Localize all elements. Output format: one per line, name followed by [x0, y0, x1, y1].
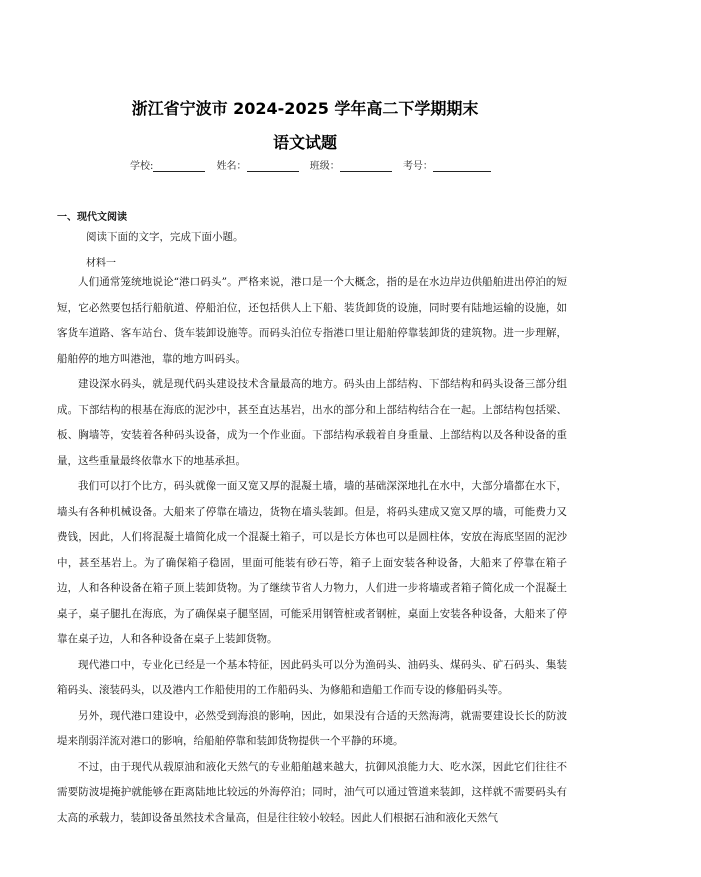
class-label: 班级： [309, 161, 340, 172]
school-blank [153, 161, 205, 172]
name-blank [247, 161, 299, 172]
exam-number-label: 考号： [402, 161, 433, 172]
material-label: 材料一 [86, 258, 116, 269]
school-label: 学校: [130, 161, 154, 172]
passage-paragraph: 不过，由于现代从载原油和液化天然气的专业船舶越来越大，抗御风浪能力大、吃水深，因此它们往往不需要防波堤掩护就能够在距离陆地比较远的外海停泊；同时，油气可以通过管道来装卸，这样就不需要码头有太高的承载力，装卸设备虽然技术含量高，但是往往较小较轻。因此人们根据石油和液化天然气 [57, 760, 567, 824]
reading-passage [57, 270, 567, 831]
name-label: 姓名： [216, 161, 247, 172]
passage-paragraph: 建设深水码头，就是现代码头建设技术含量最高的地方。码头由上部结构、下部结构和码头设备三部分组成。下部结构的根基在海底的泥沙中，甚至直达基岩，出水的部分和上部结构结合在一起。上部结构包括梁、板、胸墙等，安装着各种码头设备，成为一个作业面。下部结构承载着自身重量、上部结构以及各种设备的重量，这些重量最终依靠水下的地基承担。 [57, 378, 567, 467]
class-blank [340, 161, 392, 172]
exam-subtitle: 语文试题 [272, 133, 337, 152]
name-field [217, 157, 299, 172]
exam-title: 浙江省宁波市 2024-2025 学年高二下学期期末 [131, 99, 479, 118]
class-field [310, 157, 392, 172]
exam-number-blank [433, 161, 491, 172]
student-info-line [130, 157, 499, 172]
reading-instruction: 阅读下面的文字，完成下面小题。 [86, 231, 244, 243]
passage-paragraph: 我们可以打个比方，码头就像一面又宽又厚的混凝土墙，墙的基础深深地扎在水中，大部分墙都在水下，墙头有各种机械设备。大船来了停靠在墙边，货物在墙头装卸。但是，将码头建成又宽又厚的墙，可能费力又费钱，因此，人们将混凝土墙简化成一个混凝土箱子，可以是长方体也可以是圆柱体，安放在海底坚固的泥沙中，甚至基岩上。为了确保箱子稳固，里面可能装有砂石等，箱子上面安装各种设备，大船来了停靠在箱子边，人和各种设备在箱子顶上装卸货物。为了继续节省人力物力，人们进一步将墙或者箱子简化成一个混凝土桌子，桌子腿扎在海底，为了确保桌子腿坚固，可能采用钢管桩或者钢桩，桌面上安装各种设备，大船来了停靠在桌子边，人和各种设备在桌子上装卸货物。 [57, 480, 567, 645]
school-field [130, 157, 205, 172]
passage-paragraph: 另外，现代港口建设中，必然受到海浪的影响，因此，如果没有合适的天然海湾，就需要建设长长的防波堤来削弱洋流对港口的影响，给船舶停靠和装卸货物提供一个平静的环境。 [57, 709, 567, 747]
passage-paragraph: 人们通常笼统地说论“港口码头”。严格来说，港口是一个大概念，指的是在水边岸边供船舶进出停泊的短短，它必然要包括行船航道、停船泊位，还包括供人上下船、装货卸货的设施，同时要有陆地运输的设施，如客货车道路、客车站台、货车装卸设施等。而码头泊位专指港口里让船舶停靠装卸货的建筑物。进一步理解，船舶停的地方叫港池，靠的地方叫码头。 [57, 276, 567, 365]
section-heading: 一、现代文阅读 [57, 212, 127, 223]
exam-number-field [403, 157, 491, 172]
passage-paragraph: 现代港口中，专业化已经是一个基本特征，因此码头可以分为渔码头、油码头、煤码头、矿石码头、集装箱码头、滚装码头，以及港内工作船使用的工作船码头、为修船和造船工作而专设的修船码头等。 [57, 658, 567, 696]
